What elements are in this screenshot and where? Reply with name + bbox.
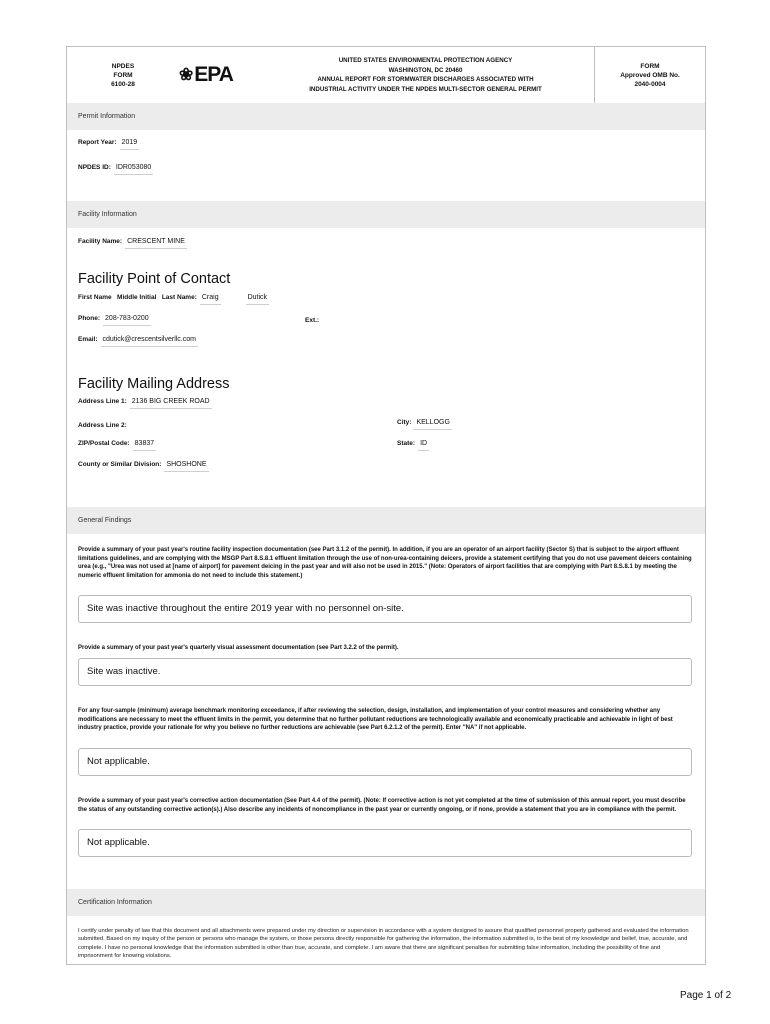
agency-line: UNITED STATES ENVIRONMENTAL PROTECTION AGENCY bbox=[338, 57, 513, 64]
email-label: Email: bbox=[78, 336, 98, 343]
last-name-value: Dutick bbox=[246, 294, 269, 305]
answer-inspection: Site was inactive throughout the entire 2019 year with no personnel on-site. bbox=[78, 595, 692, 623]
page-number: Page 1 of 2 bbox=[680, 990, 732, 1001]
county-value: SHOSHONE bbox=[164, 461, 208, 472]
section-facility-information: Facility Information bbox=[67, 201, 705, 228]
facility-name-row bbox=[78, 238, 187, 249]
contact-heading: Facility Point of Contact bbox=[78, 271, 231, 287]
npdes-id-row bbox=[78, 164, 153, 175]
npdes-id-label: NPDES ID: bbox=[78, 164, 111, 171]
county-label: County or Similar Division: bbox=[78, 461, 162, 468]
form-left-line: 6100-28 bbox=[111, 80, 135, 88]
facility-name-value: CRESCENT MINE bbox=[125, 238, 187, 249]
phone-label: Phone: bbox=[78, 315, 101, 322]
address-line1-label: Address Line 1: bbox=[78, 398, 127, 405]
section-permit-information: Permit Information bbox=[67, 103, 705, 130]
ext-label: Ext.: bbox=[305, 317, 320, 324]
address-line2-label: Address Line 2: bbox=[78, 422, 127, 429]
form-right-line: FORM bbox=[640, 62, 660, 70]
zip-value: 83837 bbox=[133, 440, 156, 451]
contact-name-row bbox=[78, 294, 269, 305]
form-left-line: FORM bbox=[113, 71, 133, 79]
question-visual-assessment: Provide a summary of your past year's quarterly visual assessment documentation (see Part 3.2.2 of the permit). bbox=[78, 645, 399, 651]
epa-flower-icon: ❀ bbox=[179, 65, 193, 84]
agency-title bbox=[257, 47, 594, 103]
report-year-value: 2019 bbox=[120, 139, 140, 150]
omb-approval bbox=[594, 47, 705, 103]
address-line1-row bbox=[78, 398, 212, 409]
form-left-line: NPDES bbox=[111, 62, 135, 70]
answer-corrective-action: Not applicable. bbox=[78, 829, 692, 857]
last-name-label: Last Name: bbox=[161, 294, 197, 301]
section-certification: Certification Information bbox=[67, 889, 705, 916]
facility-name-label: Facility Name: bbox=[78, 238, 123, 245]
state-value: ID bbox=[418, 440, 429, 451]
question-corrective-action: Provide a summary of your past year's corrective action documentation (See Part 4.4 of the permit). (Note: If corrective action is not yet completed at the time of submission of this annual report, you must describe the status of any outstanding corrective action(s).) Also describe any incidents of noncompliance in the past year or currently ongoing, or if none, provide a statement that you are in compliance with the permit. bbox=[78, 798, 686, 813]
agency-line: WASHINGTON, DC 20460 bbox=[388, 66, 463, 74]
middle-initial-label: Middle Initial bbox=[117, 294, 157, 301]
report-year-row bbox=[78, 139, 139, 150]
form-right-line: Approved OMB No. bbox=[620, 71, 680, 79]
first-name-value: Craig bbox=[200, 294, 221, 305]
question-inspection: Provide a summary of your past year's routine facility inspection documentation (see Part 3.1.2 of the permit). In addition, if you are an operator of an airport facility (Sector S) that is subject to the airport effluent limitations guidelines, and are complying with the MSGP Part 8.S.8.1 effluent limitation through the use of non-urea-containing deicers, provide a statement certifying that you do not use pavement deicers containing urea (e.g., "Urea was not used at [name of airport] for pavement deicing in the past year and will also not be used in 2015." (Note: Operators of airport facilities that are complying with Part 8.S.8.1 by meeting the numeric effluent limitation for ammonia do not need to include this statement.) bbox=[78, 547, 692, 579]
zip-row bbox=[78, 440, 156, 451]
city-label: City: bbox=[397, 419, 412, 426]
city-value: KELLOGG bbox=[414, 419, 451, 430]
phone-value: 208-783-0200 bbox=[103, 315, 151, 326]
form-right-line: 2040-0004 bbox=[634, 80, 666, 88]
first-name-label: First Name bbox=[78, 294, 112, 301]
section-general-findings: General Findings bbox=[67, 507, 705, 534]
answer-benchmark: Not applicable. bbox=[78, 748, 692, 776]
email-value: cdutick@crescentsilverllc.com bbox=[101, 336, 198, 347]
answer-visual-assessment: Site was inactive. bbox=[78, 658, 692, 686]
agency-line: INDUSTRIAL ACTIVITY UNDER THE NPDES MULTI-SECTOR GENERAL PERMIT bbox=[309, 85, 542, 93]
npdes-id-value: IDR053080 bbox=[114, 164, 153, 175]
form-header bbox=[67, 47, 705, 104]
zip-label: ZIP/Postal Code: bbox=[78, 440, 130, 447]
state-row bbox=[397, 440, 429, 451]
form-page bbox=[66, 46, 706, 965]
certification-text: I certify under penalty of law that this document and all attachments were prepared under my direction or supervision in accordance with a system designed to assure that qualified personnel properly gathered and evaluated the information submitted. Based on my inquiry of the person or persons who manage the system, or those persons directly responsible for gathering the information, the information submitted is, to the best of my knowledge and belief, true, accurate, and complete. I have no personal knowledge that the information submitted is other than true, accurate, and complete. I am aware that there are significant penalties for submitting false information, including the possibility of fine and imprisonment for knowing violations. bbox=[78, 928, 689, 959]
mailing-heading: Facility Mailing Address bbox=[78, 376, 230, 392]
phone-row bbox=[78, 315, 151, 326]
state-label: State: bbox=[397, 440, 416, 447]
report-year-label: Report Year: bbox=[78, 139, 117, 146]
agency-line: ANNUAL REPORT FOR STORMWATER DISCHARGES ASSOCIATED WITH bbox=[317, 76, 534, 83]
email-row bbox=[78, 336, 198, 347]
question-benchmark: For any four-sample (minimum) average benchmark monitoring exceedance, if after reviewing the selection, design, installation, and implementation of your control measures and considering whether any modifications are necessary to meet the effluent limits in the permit, you determine that no further pollutant reductions are technologically available and economically practicable and achievable in light of best industry practice, provide your rationale for why you believe no further reductions are achievable (see Part 6.2.1.2 of the permit). Enter "NA" if not applicable. bbox=[78, 708, 673, 732]
epa-logo-text: EPA bbox=[194, 63, 233, 86]
address-line1-value: 2136 BIG CREEK ROAD bbox=[130, 398, 212, 409]
city-row bbox=[397, 419, 452, 430]
county-row bbox=[78, 461, 209, 472]
epa-logo bbox=[179, 47, 257, 103]
npdes-form-number bbox=[67, 47, 179, 103]
